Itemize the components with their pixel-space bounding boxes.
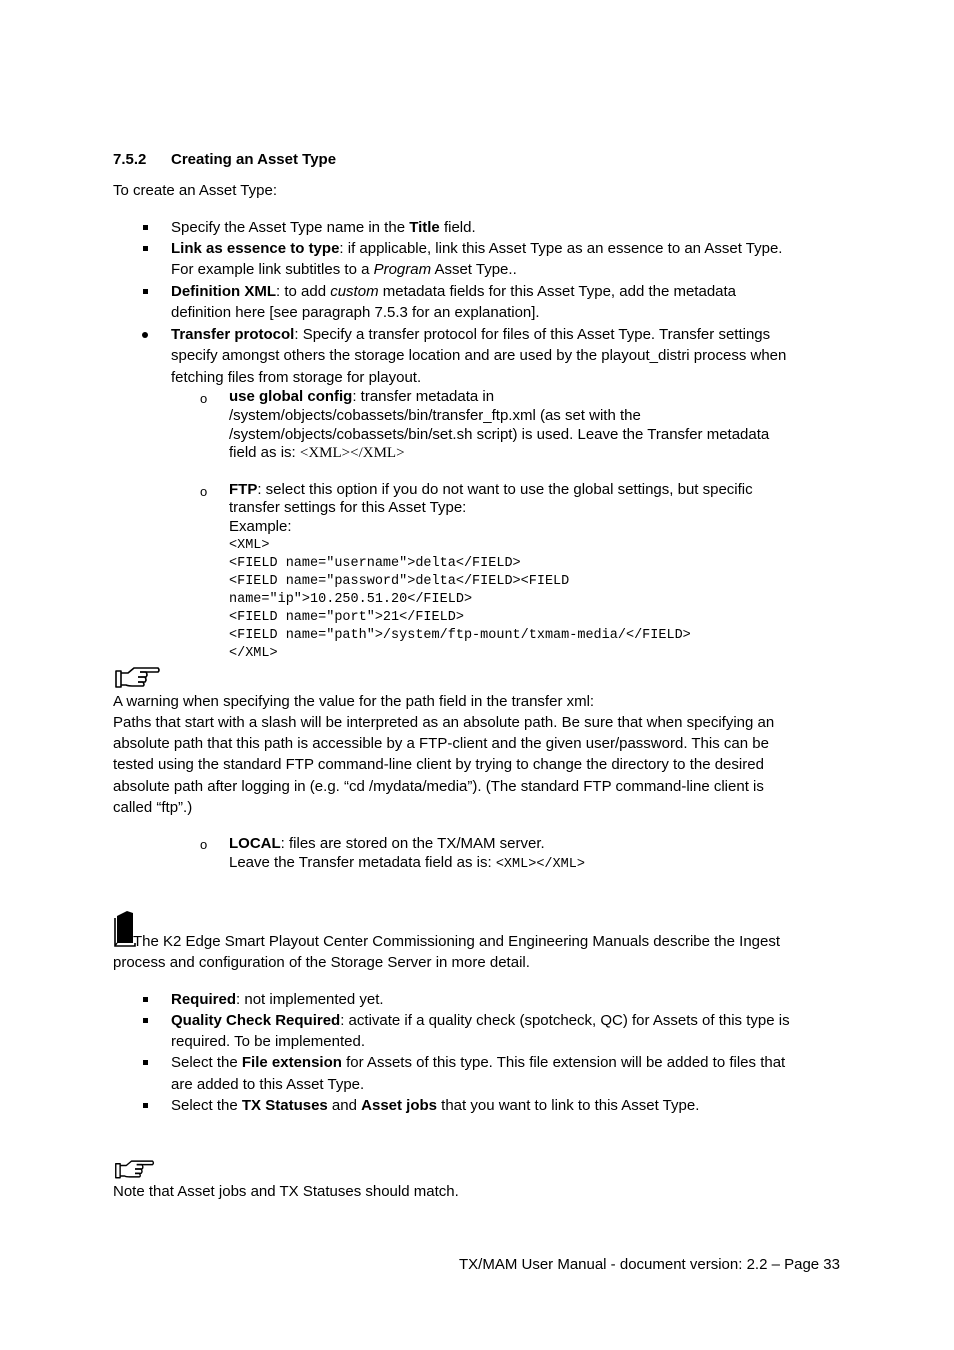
sub-item-continuation: transfer settings for this Asset Type: <box>229 499 467 516</box>
code-line: name="ip">10.250.51.20</FIELD> <box>229 592 473 607</box>
pointing-hand-icon <box>114 1158 156 1180</box>
sub-item-continuation: field as is: <XML></XML> <box>229 444 405 461</box>
sub-item-continuation: /system/objects/cobassets/bin/transfer_ftp.xml (as set with the <box>229 407 641 424</box>
list-item-continuation: For example link subtitles to a Program Asset Type.. <box>171 261 517 278</box>
square-bullet-icon <box>143 1103 148 1108</box>
list-item: Select the File extension for Assets of this type. This file extension will be added to files that <box>171 1054 786 1071</box>
sub-item-global: use global config: transfer metadata in <box>229 388 495 405</box>
section-heading <box>113 149 337 170</box>
list-item: Definition XML: to add custom metadata fields for this Asset Type, add the metadata <box>171 283 737 300</box>
list-item-continuation: definition here [see paragraph 7.5.3 for an explanation]. <box>171 304 540 321</box>
hollow-circle-bullet-icon: o <box>200 391 208 406</box>
pointing-hand-icon <box>114 665 162 689</box>
warning-line: absolute path after logging in (e.g. “cd /mydata/media”). (The standard FTP command-line client is <box>113 778 764 795</box>
square-bullet-icon <box>143 997 148 1002</box>
list-item: Specify the Asset Type name in the Title field. <box>171 219 476 236</box>
sub-item-continuation: Leave the Transfer metadata field as is: <XML></XML> <box>229 854 585 872</box>
book-note-line: process and configuration of the Storage Server in more detail. <box>113 954 530 971</box>
list-item-continuation: fetching files from storage for playout. <box>171 369 422 386</box>
square-bullet-icon <box>143 246 148 251</box>
code-line: <FIELD name="path">/system/ftp-mount/txmam-media/</FIELD> <box>229 628 691 643</box>
hollow-circle-bullet-icon: o <box>200 837 208 852</box>
list-item: Select the TX Statuses and Asset jobs that you want to link to this Asset Type. <box>171 1097 700 1114</box>
list-item-continuation: required. To be implemented. <box>171 1033 366 1050</box>
list-item-continuation: are added to this Asset Type. <box>171 1076 365 1093</box>
square-bullet-icon <box>143 225 148 230</box>
hollow-circle-bullet-icon: o <box>200 484 208 499</box>
code-line: <FIELD name="port">21</FIELD> <box>229 610 464 625</box>
warning-line: tested using the standard FTP command-line client by trying to change the directory to the desired <box>113 756 764 773</box>
square-bullet-icon <box>143 1060 148 1065</box>
list-item: Transfer protocol: Specify a transfer protocol for files of this Asset Type. Transfer settings <box>171 326 771 343</box>
final-note: Note that Asset jobs and TX Statuses should match. <box>113 1183 459 1200</box>
sub-item-continuation: Example: <box>229 518 292 535</box>
list-item: Link as essence to type: if applicable, link this Asset Type as an essence to an Asset Type. <box>171 240 783 257</box>
page-footer: TX/MAM User Manual - document version: 2.2 – Page 33 <box>458 1256 840 1273</box>
square-bullet-icon <box>143 1018 148 1023</box>
sub-item-continuation: /system/objects/cobassets/bin/set.sh script) is used. Leave the Transfer metadata <box>229 426 770 443</box>
warning-line: absolute path that this path is accessible by a FTP-client and the given user/password. This can be <box>113 735 769 752</box>
sub-item-local: LOCAL: files are stored on the TX/MAM server. <box>229 835 545 852</box>
book-note-line: The K2 Edge Smart Playout Center Commissioning and Engineering Manuals describe the Ingest <box>133 933 781 950</box>
list-item: Quality Check Required: activate if a quality check (spotcheck, QC) for Assets of this type is <box>171 1012 790 1029</box>
sub-item-ftp: FTP: select this option if you do not want to use the global settings, but specific <box>229 481 753 498</box>
list-item-continuation: specify amongst others the storage location and are used by the playout_distri process when <box>171 347 787 364</box>
code-line: <FIELD name="username">delta</FIELD> <box>229 556 521 571</box>
code-line: <FIELD name="password">delta</FIELD><FIELD <box>229 574 570 589</box>
intro-text: To create an Asset Type: <box>113 182 277 199</box>
warning-line: Paths that start with a slash will be interpreted as an absolute path. Be sure that when specifying an <box>113 714 775 731</box>
list-item: Required: not implemented yet. <box>171 991 384 1008</box>
warning-line: A warning when specifying the value for the path field in the transfer xml: <box>113 693 595 710</box>
square-bullet-icon <box>143 289 148 294</box>
section-number: 7.5.2 <box>113 151 147 168</box>
code-line: <XML> <box>229 538 270 553</box>
warning-line: called “ftp”.) <box>113 799 193 816</box>
code-line: </XML> <box>229 646 278 661</box>
round-bullet-icon <box>142 332 148 338</box>
section-title: Creating an Asset Type <box>171 151 337 168</box>
